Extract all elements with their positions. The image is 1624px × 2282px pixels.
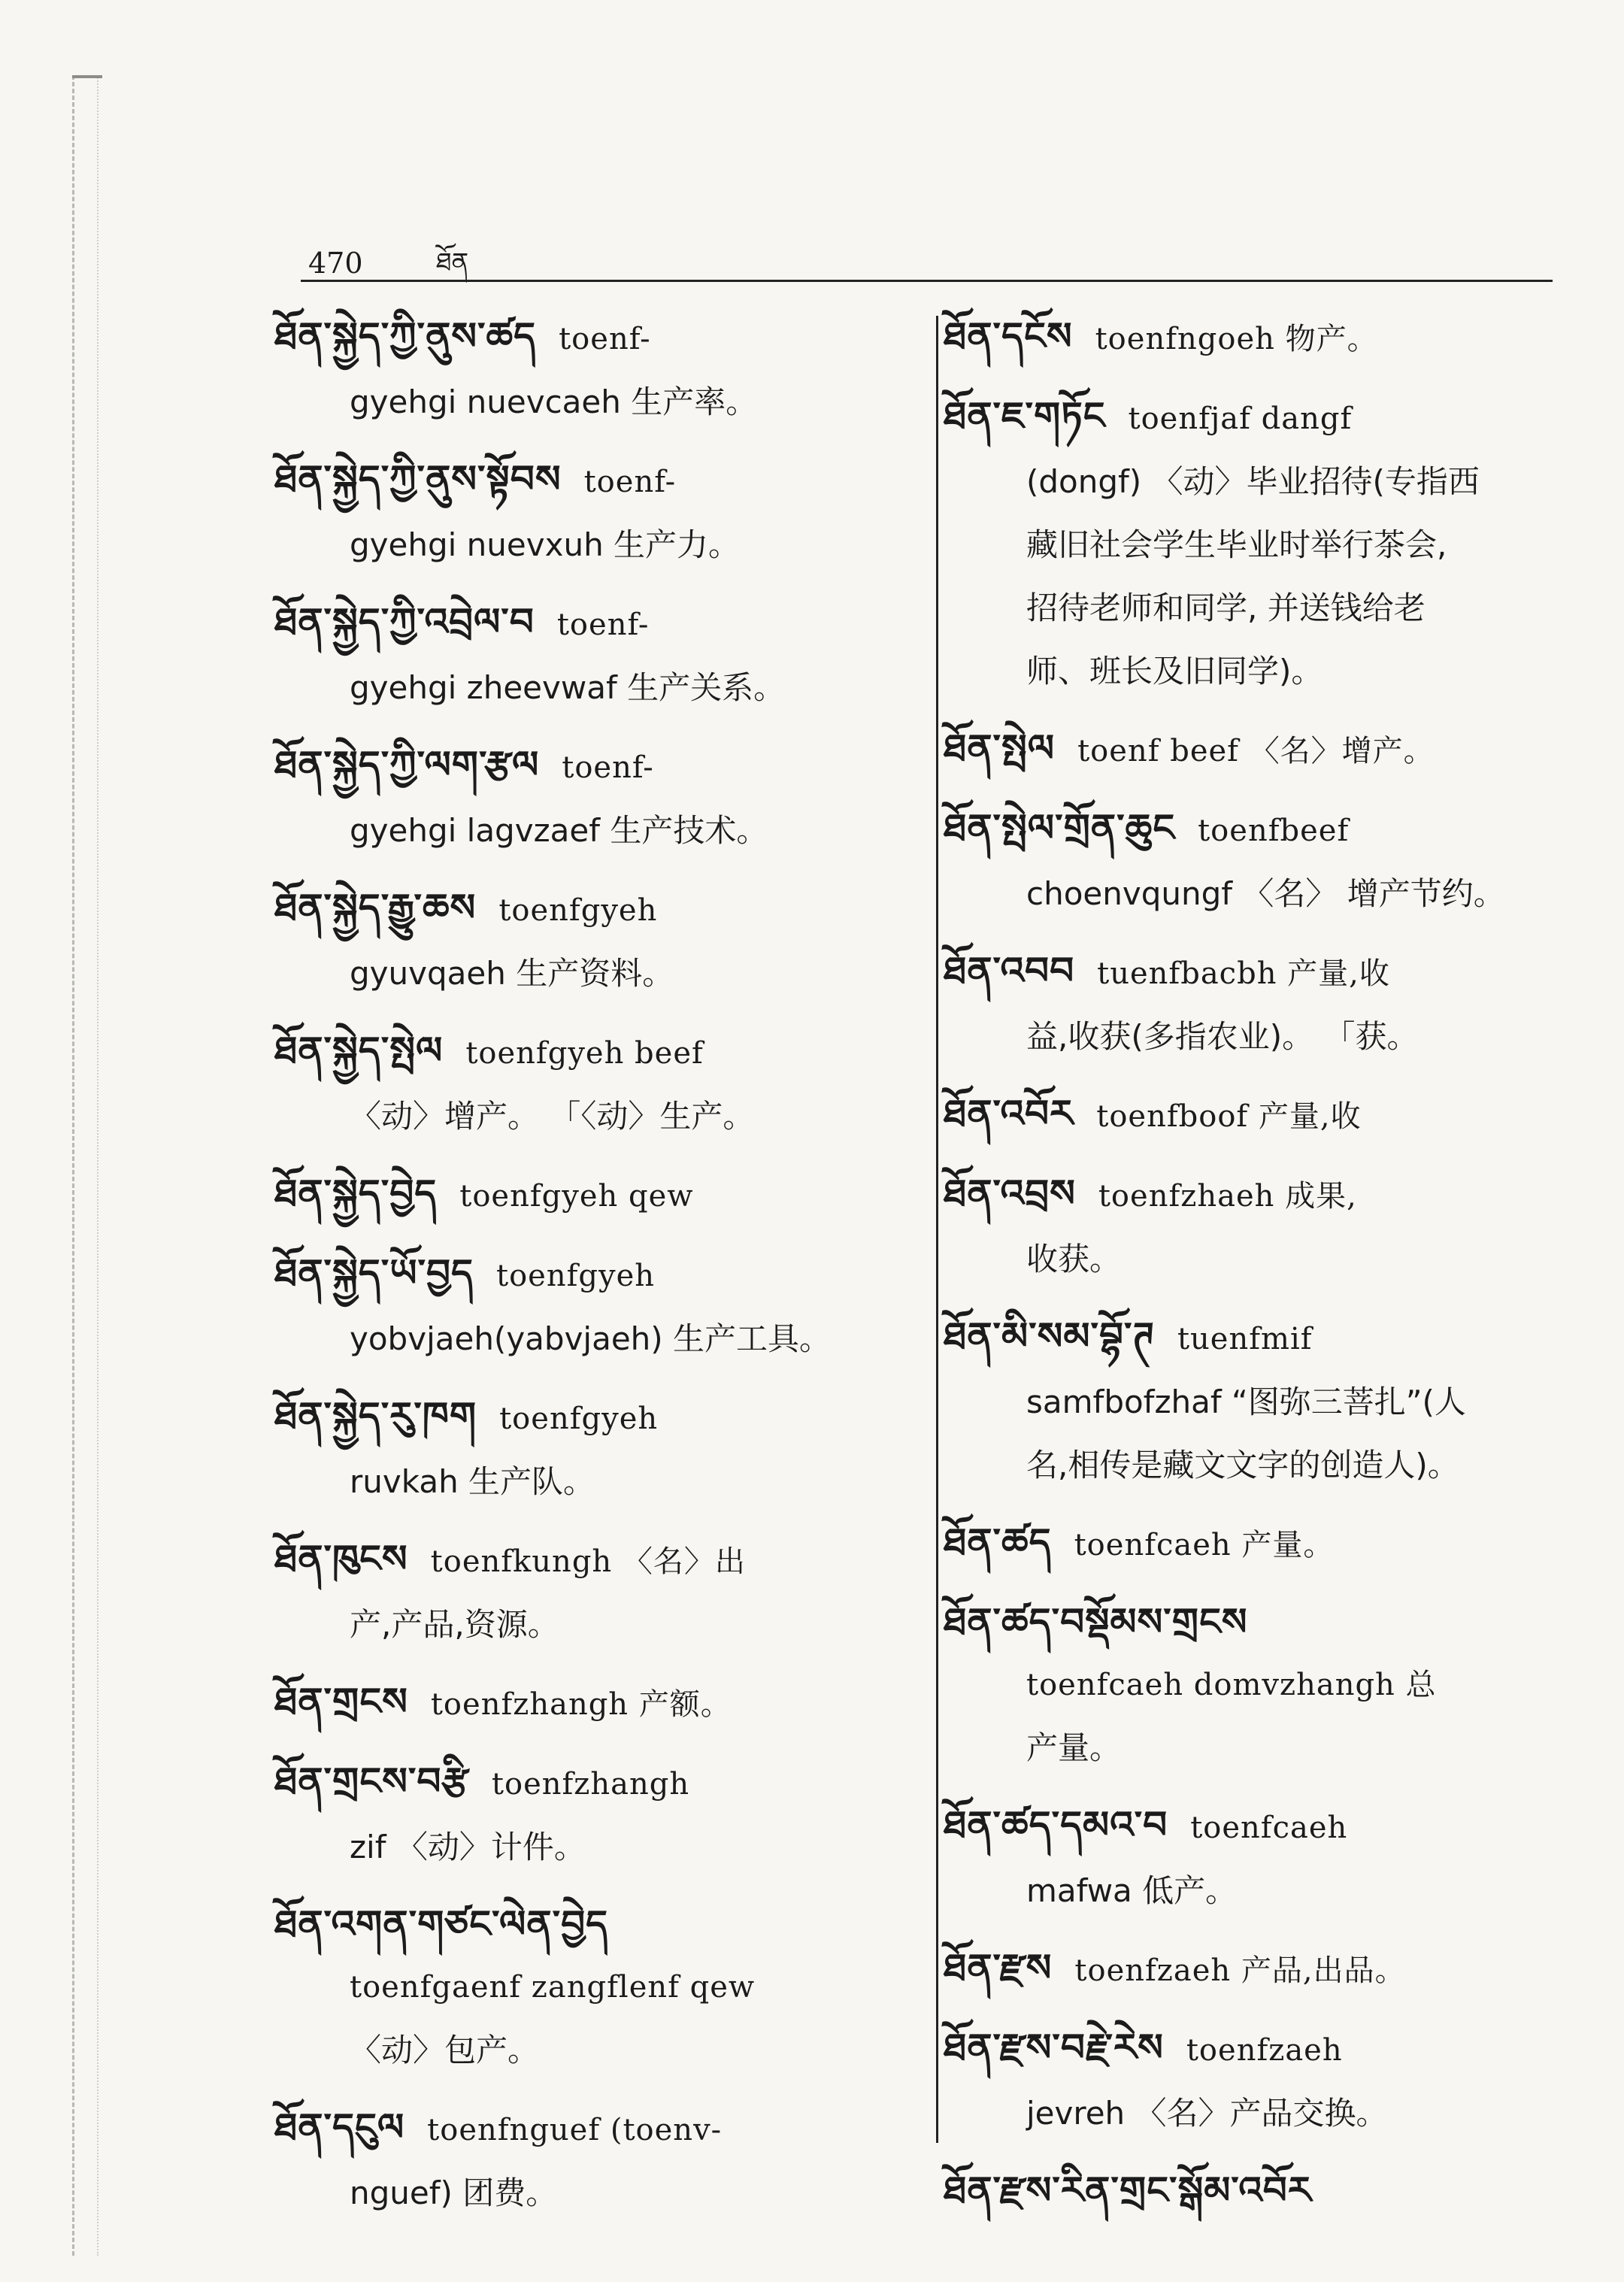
romanization: toenfcaeh 产量。 [1074,1528,1335,1562]
headword: ཐོན་སྐྱེད་རུ་ཁག [274,1394,477,1438]
definition: 产量。 [1026,1729,1122,1766]
romanization: tuenfmif [1177,1322,1313,1356]
dictionary-entry [274,1019,906,1148]
romanization: toenf- [583,465,677,499]
headword: ཐོན་ཚད [944,1520,1052,1564]
headword: ཐོན་ཚད་དམའ་བ [944,1803,1168,1847]
romanization: toenfngoeh 物产。 [1095,322,1378,356]
headword: ཐོན་འབྲས [944,1171,1076,1215]
definition: 师、班长及旧同学)。 [1026,653,1323,689]
dictionary-entry [274,1893,906,2082]
headword: ཐོན་སྐྱེད་ཡོ་བྱད [274,1251,474,1295]
definition: (dongf) 〈动〉毕业招待(专指西 [1026,463,1480,500]
dictionary-entry [944,2016,1575,2145]
definition: gyehgi nuevxuh 生产力。 [350,526,741,563]
dictionary-entry [274,1384,906,1514]
dictionary-entry [274,2096,906,2225]
header-rule [301,280,1553,282]
romanization: toenfnguef (toenv- [427,2113,723,2147]
dictionary-entry [274,1241,906,1371]
headword: ཐོན་སྐྱེད་ཀྱི་ལག་རྩལ [274,743,540,786]
left-column [274,305,906,2238]
dictionary-entry [274,305,906,434]
dictionary-entry [274,876,906,1005]
headword: ཐོན་སྐྱེད་བྱེད [274,1171,438,1215]
headword: ཐོན་ཁུངས [274,1537,408,1580]
romanization: toenf- [559,322,651,356]
definition: gyehgi lagvzaef 生产技术。 [350,812,768,849]
romanization: toenfzhangh 产额。 [430,1687,732,1722]
headword: ཐོན་གྲངས་བརྩི [274,1759,469,1803]
romanization: toenf beef 〈名〉增产。 [1077,734,1435,768]
dictionary-entry [944,1305,1575,1497]
romanization: toenfgaenf zangflenf qew [350,1970,756,2005]
headword: ཐོན་རྫས [944,1946,1053,1990]
definition: 〈动〉包产。 [350,2032,540,2068]
binding-edge [72,75,98,2256]
romanization: toenfbeef [1198,814,1350,848]
dictionary-entry [944,1511,1575,1577]
headword: ཐོན་རྫས་རིན་གྲང་སྒོམ་འབོར [944,2168,1312,2212]
headword: ཐོན་སྐྱེད་སྤེལ [274,1029,444,1072]
dictionary-entry [944,305,1575,371]
romanization: toenf- [562,750,654,785]
definition: gyehgi nuevcaeh 生产率。 [350,383,758,420]
romanization: toenfgyeh [498,893,658,928]
romanization: toenfzaeh 产品,出品。 [1074,1953,1406,1988]
definition: gyehgi zheevwaf 生产关系。 [350,669,786,706]
dictionary-entry [944,796,1575,926]
definition: 产,产品,资源。 [350,1606,559,1643]
dictionary-entry [944,717,1575,783]
headword: ཐོན་སྐྱེད་ཀྱི་ནུས་ཚད [274,314,537,358]
dictionary-entry [274,1670,906,1736]
romanization: toenfkungh 〈名〉出 [430,1544,746,1579]
headword: ཐོན་མི་སམ་བྷོ་ཊ [944,1314,1155,1358]
romanization: toenfzhaeh 成果, [1098,1179,1357,1214]
romanization: toenfboof 产量,收 [1096,1099,1362,1134]
binding-mark [72,75,102,78]
definition: 招待老师和同学, 并送钱给老 [1026,589,1426,626]
romanization: toenfzaeh [1186,2033,1343,2068]
page-header [308,226,1556,293]
dictionary-entry [944,384,1575,703]
dictionary-entry [274,590,906,720]
romanization: toenfgyeh qew [459,1179,694,1214]
dictionary-entry [274,1162,906,1228]
romanization: toenf- [556,608,650,642]
definition: 收获。 [1026,1241,1122,1277]
definition: mafwa 低产。 [1026,1872,1238,1909]
definition: 名,相传是藏文文字的创造人)。 [1026,1447,1459,1483]
headword: ཐོན་ཚད་བསྡོམས་གྲངས [944,1600,1248,1644]
definition: yobvjaeh(yabvjaeh) 生产工具。 [350,1320,832,1357]
romanization: toenfgyeh [496,1259,656,1293]
definition: ruvkah 生产队。 [350,1463,595,1500]
definition: samfbofzhaf “图弥三菩扎”(人 [1026,1383,1466,1420]
definition: gyuvqaeh 生产资料。 [350,955,674,992]
definition: nguef) 团费。 [350,2174,558,2211]
headword: ཐོན་སྐྱེད་རྒྱུ་ཆས [274,886,477,929]
definition: 〈动〉增产。 「〈动〉生产。 [350,1098,755,1135]
headword: ཐོན་ཇ་གཏོང [944,394,1106,438]
dictionary-entry [944,1082,1575,1148]
definition: choenvqungf 〈名〉 增产节约。 [1026,875,1505,912]
dictionary-entry [944,1162,1575,1291]
romanization: toenfjaf dangf [1128,402,1353,436]
dictionary-entry [944,1590,1575,1780]
column-divider [936,316,938,2143]
right-column [944,305,1575,2235]
headword: ཐོན་དངོས [944,314,1073,358]
definition: zif 〈动〉计件。 [350,1829,586,1865]
romanization: tuenfbacbh 产量,收 [1097,956,1390,991]
headword: ཐོན་རྫས་བརྗེ་རེས [944,2026,1164,2069]
dictionary-entry [274,1750,906,1879]
dictionary-entry [944,939,1575,1068]
definition: 益,收获(多指农业)。 「获。 [1026,1018,1419,1055]
headword: ཐོན་གྲངས [274,1680,408,1723]
headword: ཐོན་འབབ [944,949,1075,993]
headword: ཐོན་འགན་གཙང་ལེན་བྱེད [274,1902,609,1946]
dictionary-entry [274,733,906,862]
definition: 藏旧社会学生毕业时举行茶会, [1026,526,1447,563]
dictionary-entry [944,1936,1575,2002]
definition: jevreh 〈名〉产品交换。 [1026,2095,1388,2132]
headword: ཐོན་འབོར [944,1092,1074,1135]
dictionary-entry [274,1527,906,1656]
romanization: toenfcaeh [1190,1811,1348,1845]
headword: ཐོན་སྤེལ [944,726,1056,770]
romanization: toenfgyeh beef [465,1036,704,1071]
romanization: toenfzhangh [491,1767,690,1802]
dictionary-entry [944,2159,1575,2222]
romanization: toenfgyeh [499,1402,659,1436]
headword: ཐོན་དངུལ [274,2105,405,2149]
dictionary-entry [944,1793,1575,1923]
headword: ཐོན་སྤེལ་གྲོན་ཆུང [944,806,1176,850]
page-number: 470 [308,247,363,280]
dictionary-entry [274,447,906,577]
romanization: toenfcaeh domvzhangh 总 [1026,1668,1437,1702]
headword: ཐོན་སྐྱེད་ཀྱི་ནུས་སྟོབས [274,457,562,501]
running-head: ཐོན [436,247,469,277]
headword: ཐོན་སྐྱེད་ཀྱི་འབྲེལ་བ [274,600,535,644]
